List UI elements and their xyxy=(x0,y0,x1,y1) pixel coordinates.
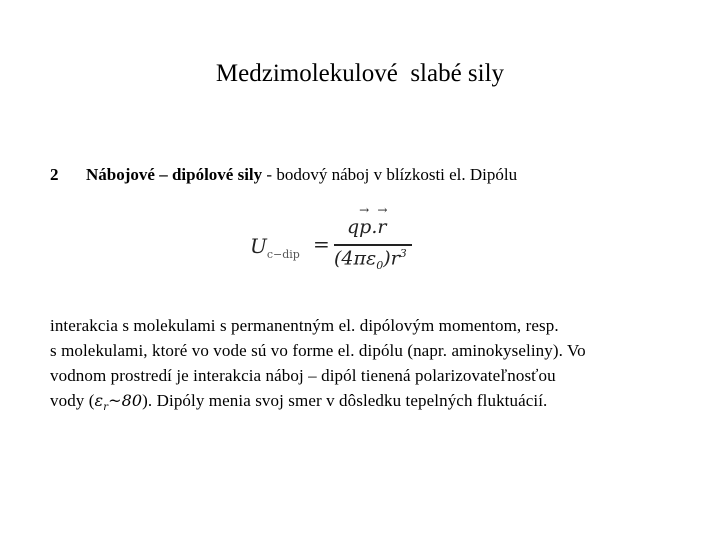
paragraph-line: interakcia s molekulami s permanentným el. dipólovým momentom, resp. xyxy=(50,316,559,335)
item-number: 2 xyxy=(50,165,59,184)
permittivity-symbol: $\varepsilon_r\sim 80$ xyxy=(94,391,143,414)
body-paragraph xyxy=(50,313,690,420)
paragraph-line: vodnom prostredí je interakcia náboj – dipól tienená polarizovateľnosťou xyxy=(50,366,556,385)
list-item xyxy=(50,163,690,187)
formula-lhs: $U_{c-dip}$ xyxy=(250,234,300,261)
formula-equals: = xyxy=(313,232,330,256)
fraction-bar xyxy=(334,244,412,246)
slide-title: Medzimolekulové slabé sily xyxy=(215,60,505,87)
formula-numerator: q→ p.→ r xyxy=(347,216,386,238)
charge-dipole-formula xyxy=(250,216,430,276)
item-heading: Nábojové – dipólové sily xyxy=(86,165,263,184)
paragraph-line: s molekulami, ktoré vo vode sú vo forme el. dipólu (napr. aminokyseliny). Vo xyxy=(50,341,586,360)
formula-denominator: $(4\pi\varepsilon_0)r^3$ xyxy=(334,247,407,273)
paragraph-line: vody $(\varepsilon_r\sim 80)$. Dipóly menia svoj smer v dôsledku tepelných fluktuácií. xyxy=(50,391,548,414)
item-description: - bodový náboj v blízkosti el. Dipólu xyxy=(262,165,518,184)
